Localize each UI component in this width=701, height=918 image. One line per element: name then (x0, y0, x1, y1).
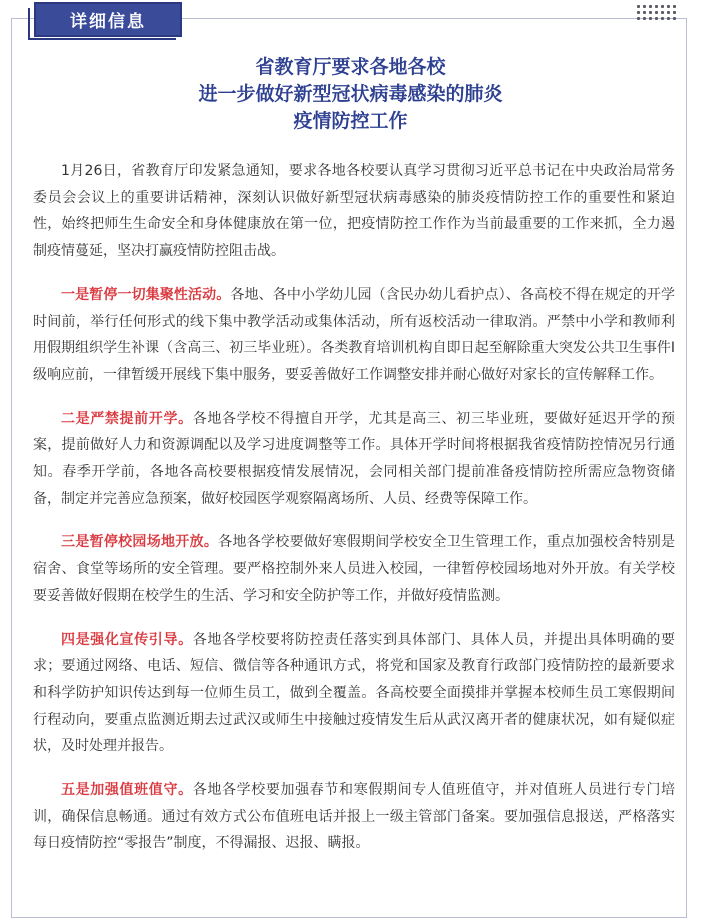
section-paragraph (33, 282, 675, 389)
section-heading: 二是严禁提前开学。 (61, 410, 193, 427)
section-paragraph (33, 406, 675, 513)
section-tab (34, 2, 182, 37)
section-heading: 四是强化宣传引导。 (61, 631, 193, 648)
title-line: 进一步做好新型冠状病毒感染的肺炎 (198, 83, 503, 105)
article-body (33, 158, 675, 874)
article-title (0, 54, 701, 135)
section-body: 各地各学校不得擅自开学，尤其是高三、初三毕业班，要做好延迟开学的预案，提前做好人力和资源调配以及学习进度调整等工作。具体开学时间将根据我省疫情防控情况另行通知。春季开学前，各地各高校要根据疫情发展情况，会同相关部门提前准备疫情防控所需应急物资储备，制定并完善应急预案，做好校园医学观察隔离场所、人员、经费等保障工作。 (33, 410, 676, 507)
section-heading: 一是暂停一切集聚性活动。 (61, 286, 231, 303)
intro-paragraph: 1月26日，省教育厅印发紧急通知，要求各地各校要认真学习贯彻习近平总书记在中央政治局常务委员会会议上的重要讲话精神，深刻认识做好新型冠状病毒感染的肺炎疫情防控工作的重要性和紧迫性，始终把师生生命安全和身体健康放在第一位，把疫情防控工作作为当前最重要的工作来抓，全力遏制疫情蔓延，坚决打赢疫情防控阻击战。 (33, 163, 675, 260)
section-paragraph (33, 529, 675, 609)
section-tab-label: 详细信息 (70, 12, 146, 32)
section-heading: 五是加强值班值守。 (61, 782, 193, 799)
section-paragraph (33, 627, 675, 761)
section-body: 各地各学校要加强春节和寒假期间专人值班值守，并对值班人员进行专门培训，确保信息畅通。通过有效方式公布值班电话并报上一级主管部门备案。要加强信息报送，严格落实每日疫情防控“零报告”制度，不得漏报、迟报、瞒报。 (33, 782, 676, 852)
section-heading: 三是暂停校园场地开放。 (61, 534, 219, 551)
title-line: 疫情防控工作 (293, 110, 408, 132)
dots-decoration-icon (637, 5, 677, 21)
section-body: 各地各学校要将防控责任落实到具体部门、具体人员，并提出具体明确的要求；要通过网络、电话、短信、微信等各种通讯方式，将党和国家及教育行政部门疫情防控的最新要求和科学防护知识传达到每一位师生员工，做到全覆盖。各高校要全面摸排并掌握本校师生员工寒假期间行程动向，要重点监测近期去过武汉或师生中接触过疫情发生后从武汉离开者的健康状况，如有疑似症状，及时处理并报告。 (33, 631, 676, 755)
title-line: 省教育厅要求各地各校 (255, 56, 446, 78)
section-body: 各地、各中小学幼儿园（含民办幼儿看护点）、各高校不得在规定的开学时间前，举行任何形式的线下集中教学活动或集体活动，所有返校活动一律取消。严禁中小学和教师利用假期组织学生补课（含高三、初三毕业班）。各类教育培训机构自即日起至解除重大突发公共卫生事件Ⅰ级响应前，一律暂缓开展线下集中服务，要妥善做好工作调整安排并耐心做好对家长的宣传解释工作。 (33, 286, 676, 383)
section-body: 各地各学校要做好寒假期间学校安全卫生管理工作，重点加强校舍特别是宿舍、食堂等场所的安全管理。要严格控制外来人员进入校园，一律暂停校园场地对外开放。有关学校要妥善做好假期在校学生的生活、学习和安全防护等工作，并做好疫情监测。 (33, 534, 676, 604)
section-paragraph (33, 777, 675, 857)
